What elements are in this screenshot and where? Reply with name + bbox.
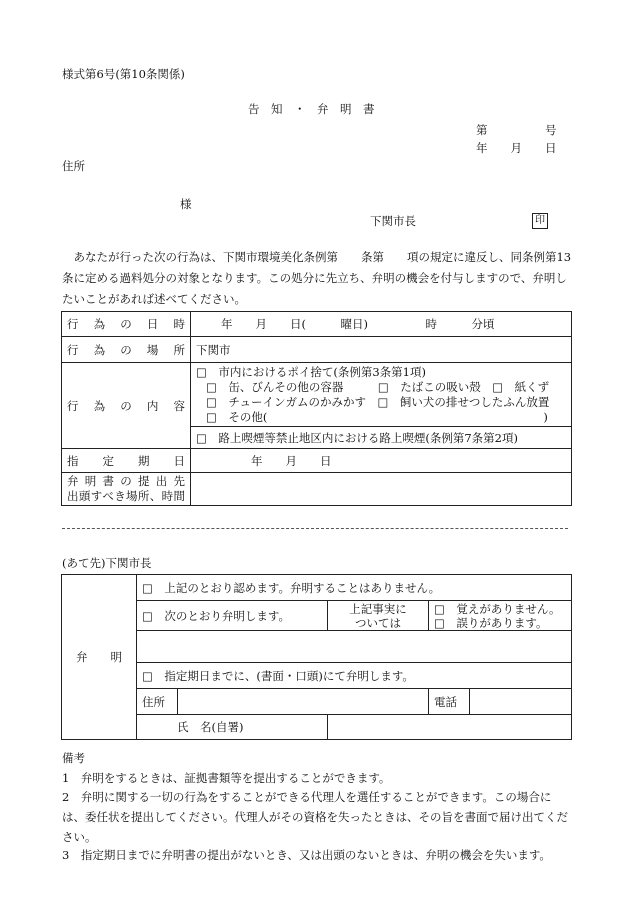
content-opt-other: □ その他( ) — [206, 409, 548, 424]
label-appear-place: 出頭すべき場所、時間 — [67, 489, 185, 503]
phone-field[interactable] — [470, 689, 572, 714]
number-line: 第 号 — [476, 123, 557, 137]
name-field-label: 氏 名(自署) — [137, 715, 328, 740]
form-number: 様式第6号(第10条関係) — [62, 67, 185, 81]
facts-no-memory[interactable]: □ 覚えがありません。 — [434, 601, 561, 616]
remark-2: 2 弁明に関する一切の行為をすることができる代理人を選任することができます。この場合には、委任状を提出してください。代理人がその資格を失ったときは、その旨を書面で届け出てください。 — [62, 790, 568, 844]
label-submit-to: 弁明書の提出先 — [67, 474, 185, 488]
deadline-value: 年 月 日 — [191, 449, 572, 473]
seal-mark: 印 — [532, 213, 548, 229]
explanation-table — [61, 574, 572, 740]
cut-line — [62, 528, 568, 529]
facts-label-1: 上記事実に — [349, 601, 407, 616]
label-act-datetime: 行為の日時 — [67, 317, 185, 331]
facts-label-2: ついては — [355, 615, 401, 630]
intro-paragraph: あなたが行った次の行為は、下関市環境美化条例第 条第 項の規定に違反し、同条例第13条に定める過料処分の対象となります。この処分に先立ち、弁明の機会を付与しますので、弁明したいことがあれば述べてください。 — [62, 250, 572, 306]
label-deadline: 指定期日 — [67, 453, 185, 468]
explanation-text-area[interactable] — [137, 631, 572, 663]
facts-error[interactable]: □ 誤りがあります。 — [434, 615, 548, 630]
content-street-smoking: □ 路上喫煙等禁止地区内における路上喫煙(条例第7条第2項) — [191, 427, 572, 449]
option-explain[interactable]: □ 次のとおり弁明します。 — [137, 601, 328, 631]
date-line: 年 月 日 — [476, 141, 557, 155]
submit-value — [191, 473, 572, 506]
content-opt-gum: □ チューインガムのかみかす □ 飼い犬の排せつしたふん放置 — [206, 394, 550, 409]
remark-1: 1 弁明をするときは、証拠書類等を提出することができます。 — [62, 771, 391, 785]
phone-field-label: 電話 — [429, 689, 470, 714]
recipient-sama: 様 — [180, 197, 192, 211]
act-place-value: 下関市 — [191, 337, 572, 363]
notice-table — [61, 311, 572, 506]
label-act-content: 行為の内容 — [67, 398, 185, 413]
option-admit[interactable]: □ 上記のとおり認めます。弁明することはありません。 — [137, 575, 572, 601]
issuer: 下関市長 — [370, 214, 416, 228]
address-label: 住所 — [62, 159, 85, 173]
act-datetime-value: 年 月 日( 曜日) 時 分頃 — [191, 312, 572, 337]
document-title: 告 知 ・ 弁 明 書 — [248, 102, 375, 116]
remark-3: 3 指定期日までに弁明書の提出がないとき、又は出頭のないときは、弁明の機会を失います。 — [62, 848, 551, 862]
explanation-label: 弁 明 — [62, 575, 137, 740]
label-act-place: 行為の場所 — [67, 342, 185, 357]
address-field[interactable] — [178, 689, 429, 715]
content-opt-cans: □ 缶、びんその他の容器 □ たばこの吸い殻 □ 紙くず — [206, 379, 550, 394]
name-field[interactable] — [328, 715, 572, 740]
addressee: (あて先)下関市長 — [62, 556, 152, 570]
option-by-deadline[interactable]: □ 指定期日までに、(書面・口頭)にて弁明します。 — [137, 663, 572, 689]
content-litter: □ 市内におけるポイ捨て(条例第3条第1項) — [196, 364, 426, 379]
remarks-title: 備考 — [62, 751, 85, 765]
address-field-label: 住所 — [137, 689, 178, 715]
